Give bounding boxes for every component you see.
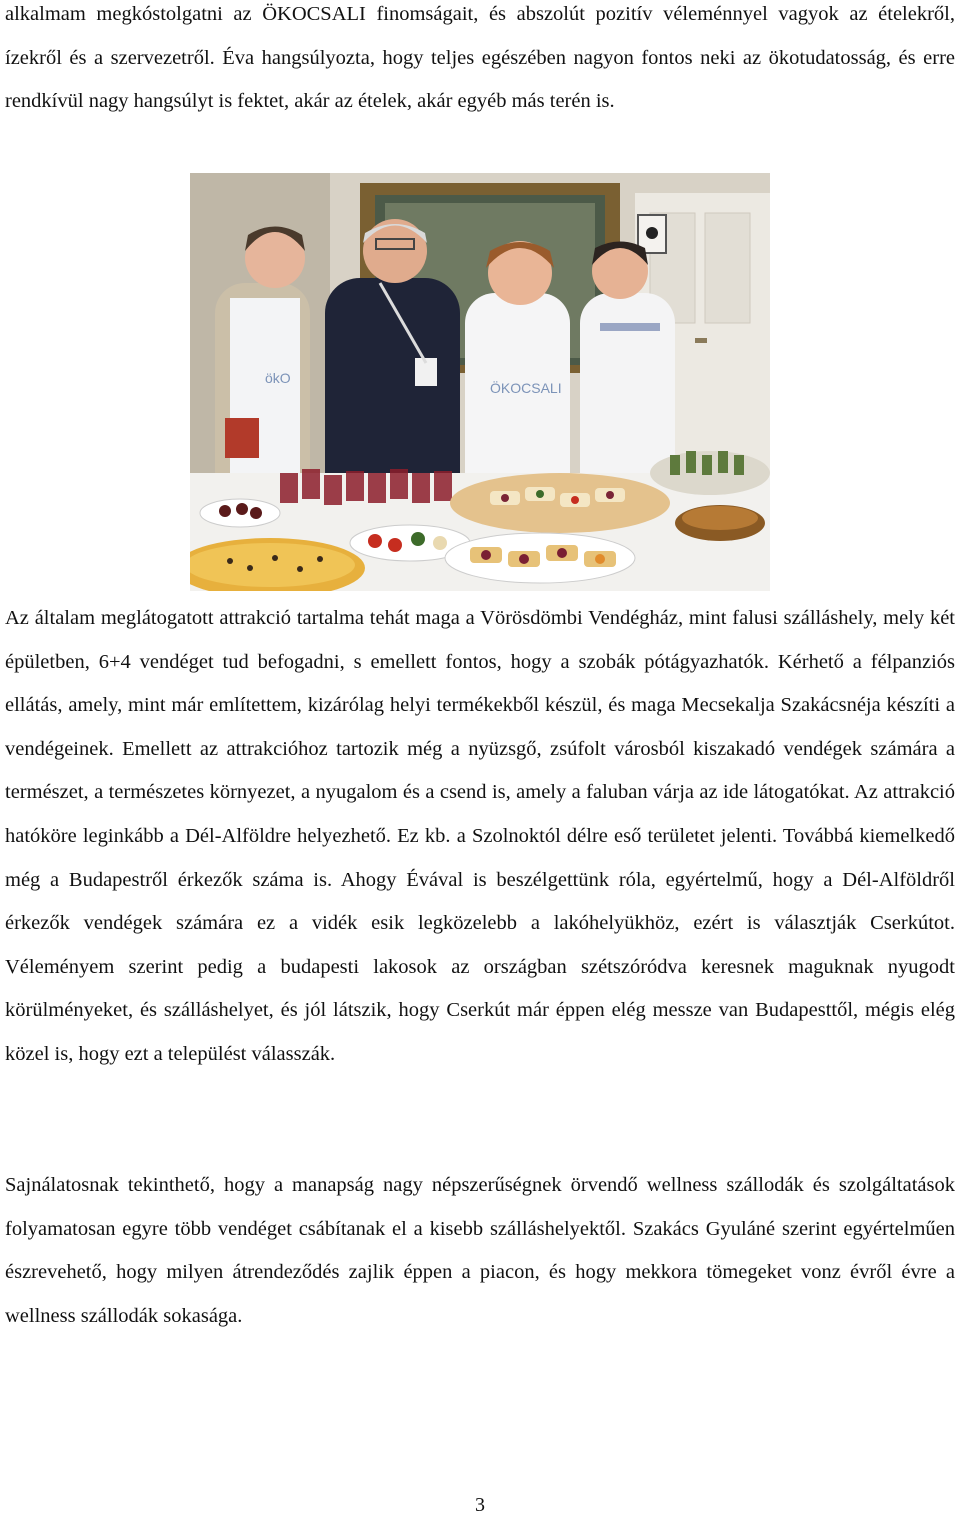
svg-text:ökO: ökO (265, 370, 291, 386)
paragraph-attraction: Az általam meglátogatott attrakció tartalma tehát maga a Vörösdömbi Vendégház, mint falusi szálláshely, mely két épületben, 6+4 vendéget tud befogadni, s emellett fontos, hogy a szobák pótágyazhatók. Kérhető a félpanziós ellátás, amely, mint már említettem, kizárólag helyi termékekből készül, és maga Mecsekalja Szakácsnéja készíti a vendégeinek. Emellett az attrakcióhoz tartozik még a nyüzsgő, zsúfolt városból kiszakadó vendégek számára a természet, a természetes környezet, a nyugalom és a csend is, amely a faluban várja az ide látogatókat. Az attrakció hatóköre leginkább a Dél-Alföldre helyezhető. Ez kb. a Szolnoktól délre eső területet jelenti. Továbbá kiemelkedő még a Budapestről érkezők száma is. Ahogy Évával is beszélgettünk róla, egyértelmű, hogy a Dél-Alföldről érkezők vendégek számára ez a vidék esik legközelebb a lakóhelyükhöz, ezért is választják Cserkútot. Véleményem szerint pedig a budapesti lakosok az országban szétszóródva keresnek maguknak nyugodt körülményeket, és szálláshelyet, és jól látszik, hogy Cserkút már éppen elég messze van Budapesttől, mégis elég közel is, hogy ezt a települést válasszák. (5, 607, 955, 1065)
apron-logo-text: ÖKOCSALI (490, 380, 562, 396)
paragraph-intro: alkalmam megkóstolgatni az ÖKOCSALI finomságait, és abszolút pozitív véleménnyel vagyok az ételekről, ízekről és a szervezetről. Éva hangsúlyozta, hogy teljes egészében nagyon fontos neki az ökotudatosság, és erre rendkívül nagy hangsúlyt is fektet, akár az ételek, akár egyéb más terén is. (5, 3, 955, 113)
photo-hosts-with-food (190, 173, 770, 591)
paragraph-wellness: Sajnálatosnak tekinthető, hogy a manapság nagy népszerűségnek örvendő wellness szállodák és szolgáltatások folyamatosan egyre több vendéget csábítanak el a kisebb szálláshelyektől. Szakács Gyuláné szerint egyértelműen észrevehető, hogy milyen átrendeződés zajlik éppen a piacon, és hogy mekkora tömegeket vonz évről évre a wellness szállodák sokasága. (5, 1174, 955, 1327)
page-number: 3 (475, 1494, 485, 1516)
